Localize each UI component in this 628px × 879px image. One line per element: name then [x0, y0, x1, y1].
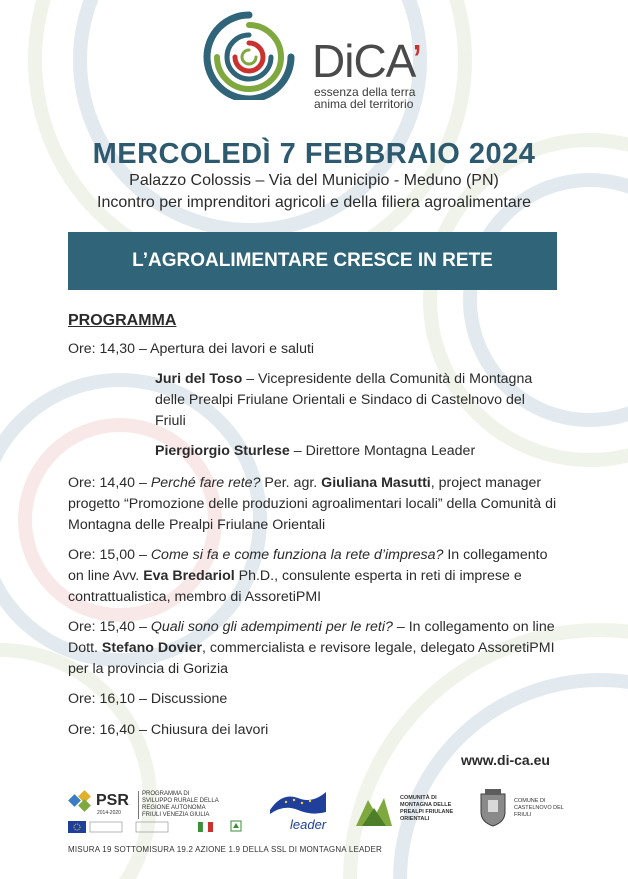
psr-years: 2014-2020 — [97, 810, 121, 816]
leader-label: leader — [290, 817, 327, 832]
comune-label: COMUNE DI CASTELNOVO DEL FRIULI — [514, 798, 564, 818]
psr-description: PROGRAMMA DI SVILUPPO RURALE DELLA REGIONE AUTONOMA FRIULI VENEZIA GIULIA — [138, 791, 220, 819]
funding-badges-icon — [68, 820, 223, 834]
programme-heading: PROGRAMMA — [68, 312, 177, 329]
speaker-juri-del-toso: Juri del Toso – Vicepresidente della Comunità di Montagna delle Prealpi Friulane Orientali e Sindaco di Castelnovo del Friuli — [155, 371, 533, 429]
event-date: MERCOLEDÌ 7 FEBBRAIO 2024 — [92, 138, 536, 170]
brand-name: DiCA’ — [312, 35, 422, 87]
psr-label: PSR — [96, 792, 129, 809]
programme-item-1640: Ore: 16,40 – Chiusura dei lavori — [68, 722, 269, 738]
programme-item-1540: Ore: 15,40 – Quali sono gli adempimenti per le reti? – In collegamento on line Dott. Stefano Dovier, commercialista e revisore legale, delegato AssoretiPMI per la provincia di Gorizia — [68, 619, 555, 677]
tagline-line-2: anima del territorio — [314, 97, 414, 111]
comunita-label: COMUNITÀ DI MONTAGNA DELLE PREALPI FRIULANE ORIENTALI — [400, 795, 454, 822]
psr-logo-icon — [68, 790, 94, 812]
event-venue: Palazzo Colossis – Via del Municipio - Meduno (PN) — [129, 172, 499, 189]
region-emblem-icon — [230, 820, 242, 832]
castelnovo-crest-icon — [478, 788, 508, 828]
event-audience: Incontro per imprenditori agricoli e della filiera agroalimentare — [97, 194, 531, 211]
dica-logo-icon — [199, 10, 299, 100]
leader-logo-icon — [268, 788, 328, 818]
comunita-logo-icon — [354, 792, 394, 828]
programme-item-1610: Ore: 16,10 – Discussione — [68, 691, 228, 707]
tagline-line-1: essenza della terra — [314, 85, 416, 99]
programme-item-1430: Ore: 14,30 – Apertura dei lavori e saluti — [68, 341, 315, 357]
programme-item-1440: Ore: 14,40 – Perché fare rete? Per. agr. Giuliana Masutti, project manager progetto “Promozione delle produzioni agroalimentari locali” della Comunità di Montagna delle Prealpi Friulane Orientali — [68, 475, 557, 533]
misura-footnote: MISURA 19 SOTTOMISURA 19.2 AZIONE 1.9 DELLA SSL DI MONTAGNA LEADER — [68, 845, 383, 854]
programme-item-1500: Ore: 15,00 – Come si fa e come funziona la rete d’impresa? In collegamento on line Avv. Eva Bredariol Ph.D., consulente esperta in reti di imprese e contrattualistica, membro di AssoretiPMI — [68, 547, 548, 605]
event-title-banner: L’AGROALIMENTARE CRESCE IN RETE — [68, 232, 557, 290]
website-link[interactable]: www.di-ca.eu — [461, 752, 550, 768]
tagline — [314, 86, 415, 110]
speaker-piergiorgio-sturlese: Piergiorgio Sturlese – Direttore Montagna Leader — [155, 443, 476, 459]
